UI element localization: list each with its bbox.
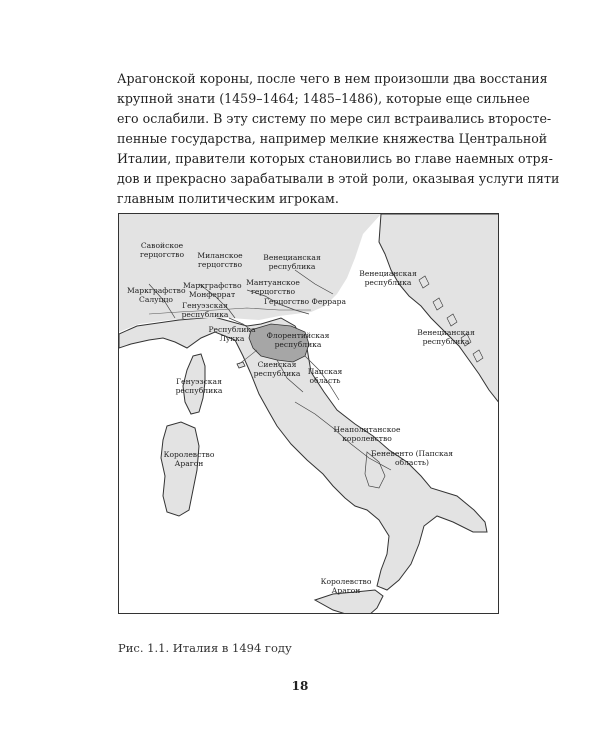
text-line: пенные государства, например мелкие княжества Центральной (117, 131, 548, 146)
elba (237, 362, 245, 368)
map-label-saluzzo: Маркграфство Салуццо (127, 286, 186, 304)
map-label-siena: Сиенская республика (253, 360, 301, 378)
text-line: его ослабили. В эту систему по мере сил встраивались второсте- (117, 111, 552, 126)
map-svg (119, 214, 499, 614)
italy-map (118, 213, 499, 614)
map-label-aragon-sicily: Королевство Арагон (320, 577, 372, 595)
page-number: 18 (291, 679, 309, 693)
map-label-genoa-corsica: Генуэзская республика (175, 377, 223, 395)
map-label-milan: Миланское герцогство (197, 251, 243, 269)
map-label-genoa-north: Генуэзская республика (181, 301, 229, 319)
map-label-naples: Неаполитанское королевство (333, 425, 401, 443)
figure-caption: Рис. 1.1. Италия в 1494 году (118, 641, 292, 655)
map-label-lucca: Республика Лукка (208, 325, 256, 343)
map-label-ferrara: Герцогство Феррара (264, 297, 346, 306)
map-label-mantua: Мантуанское герцогство (246, 278, 300, 296)
map-label-papal: Папская область (307, 367, 343, 385)
map-label-venice-dalmatia: Венецианская республика (417, 328, 475, 346)
map-label-aragon-sardinia: Королевство Арагон (163, 450, 215, 468)
text-line: главным политическим игрокам. (117, 191, 339, 206)
map-label-florence: Флорентийская республика (266, 331, 330, 349)
body-paragraph (117, 69, 560, 209)
map-label-savoy: Савойское герцогство (139, 241, 185, 259)
map-label-venice-istria: Венецианская республика (359, 269, 417, 287)
text-line: крупной знати (1459–1464; 1485–1486), которые еще сильнее (117, 91, 530, 106)
text-line: Арагонской короны, после чего в нем произошли два восстания (117, 71, 548, 86)
alps-land (119, 214, 381, 332)
text-line: Италии, правители которых становились во главе наемных отря- (117, 151, 553, 166)
map-label-benevento: Беневенто (Папская область) (370, 449, 454, 467)
sardinia (161, 422, 199, 516)
map-label-montferrat: Маркграфство Монферрат (183, 281, 242, 299)
map-label-venice-north: Венецианская республика (263, 253, 321, 271)
text-line: дов и прекрасно зарабатывали в этой роли, оказывая услуги пяти (117, 171, 560, 186)
